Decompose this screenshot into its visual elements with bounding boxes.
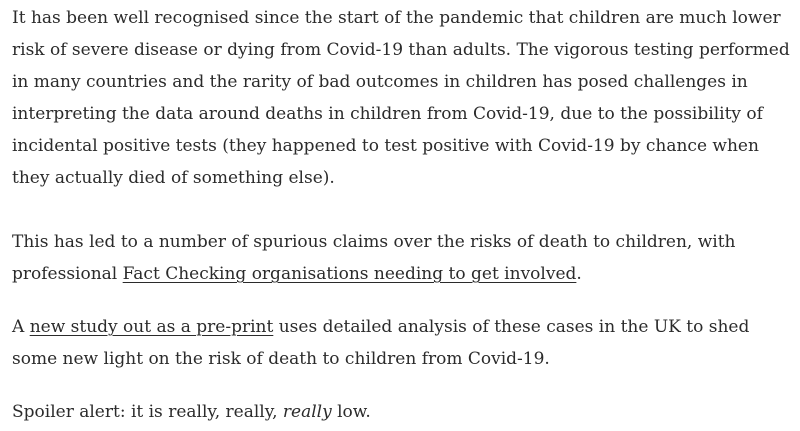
pre-print-study-link[interactable]: new study out as a pre-print [29, 317, 274, 337]
paragraph-3-text-after: uses detailed analysis of these cases in the UK to shed some new light on the risk of death to children from Covid-19. [12, 317, 750, 369]
paragraph-new-study [12, 311, 792, 375]
paragraph-4-text-before: Spoiler alert: it is really, really, [12, 402, 283, 422]
paragraph-pandemic-context [12, 2, 792, 194]
paragraph-2-text-before: This has led to a number of spurious claims over the risks of death to children, with professional [12, 232, 736, 284]
fact-checking-link[interactable]: Fact Checking organisations needing to get involved [122, 264, 577, 284]
paragraph-spurious-claims [12, 226, 792, 290]
paragraph-2-text-after: . [576, 264, 582, 284]
paragraph-1-text: It has been well recognised since the start of the pandemic that children are much lower risk of severe disease or dying from Covid-19 than adults. The vigorous testing performed in many countries and the rarity of bad outcomes in children has posed challenges in interpreting the data around deaths in children from Covid-19, due to the possibility of incidental positive tests (they happened to test positive with Covid-19 by chance when they actually died of something else). [12, 8, 790, 188]
paragraph-4-emphasis: really [282, 402, 332, 422]
paragraph-3-text-before: A [12, 317, 30, 337]
paragraph-4-text-after: low. [331, 402, 371, 422]
paragraph-spoiler [12, 396, 792, 428]
